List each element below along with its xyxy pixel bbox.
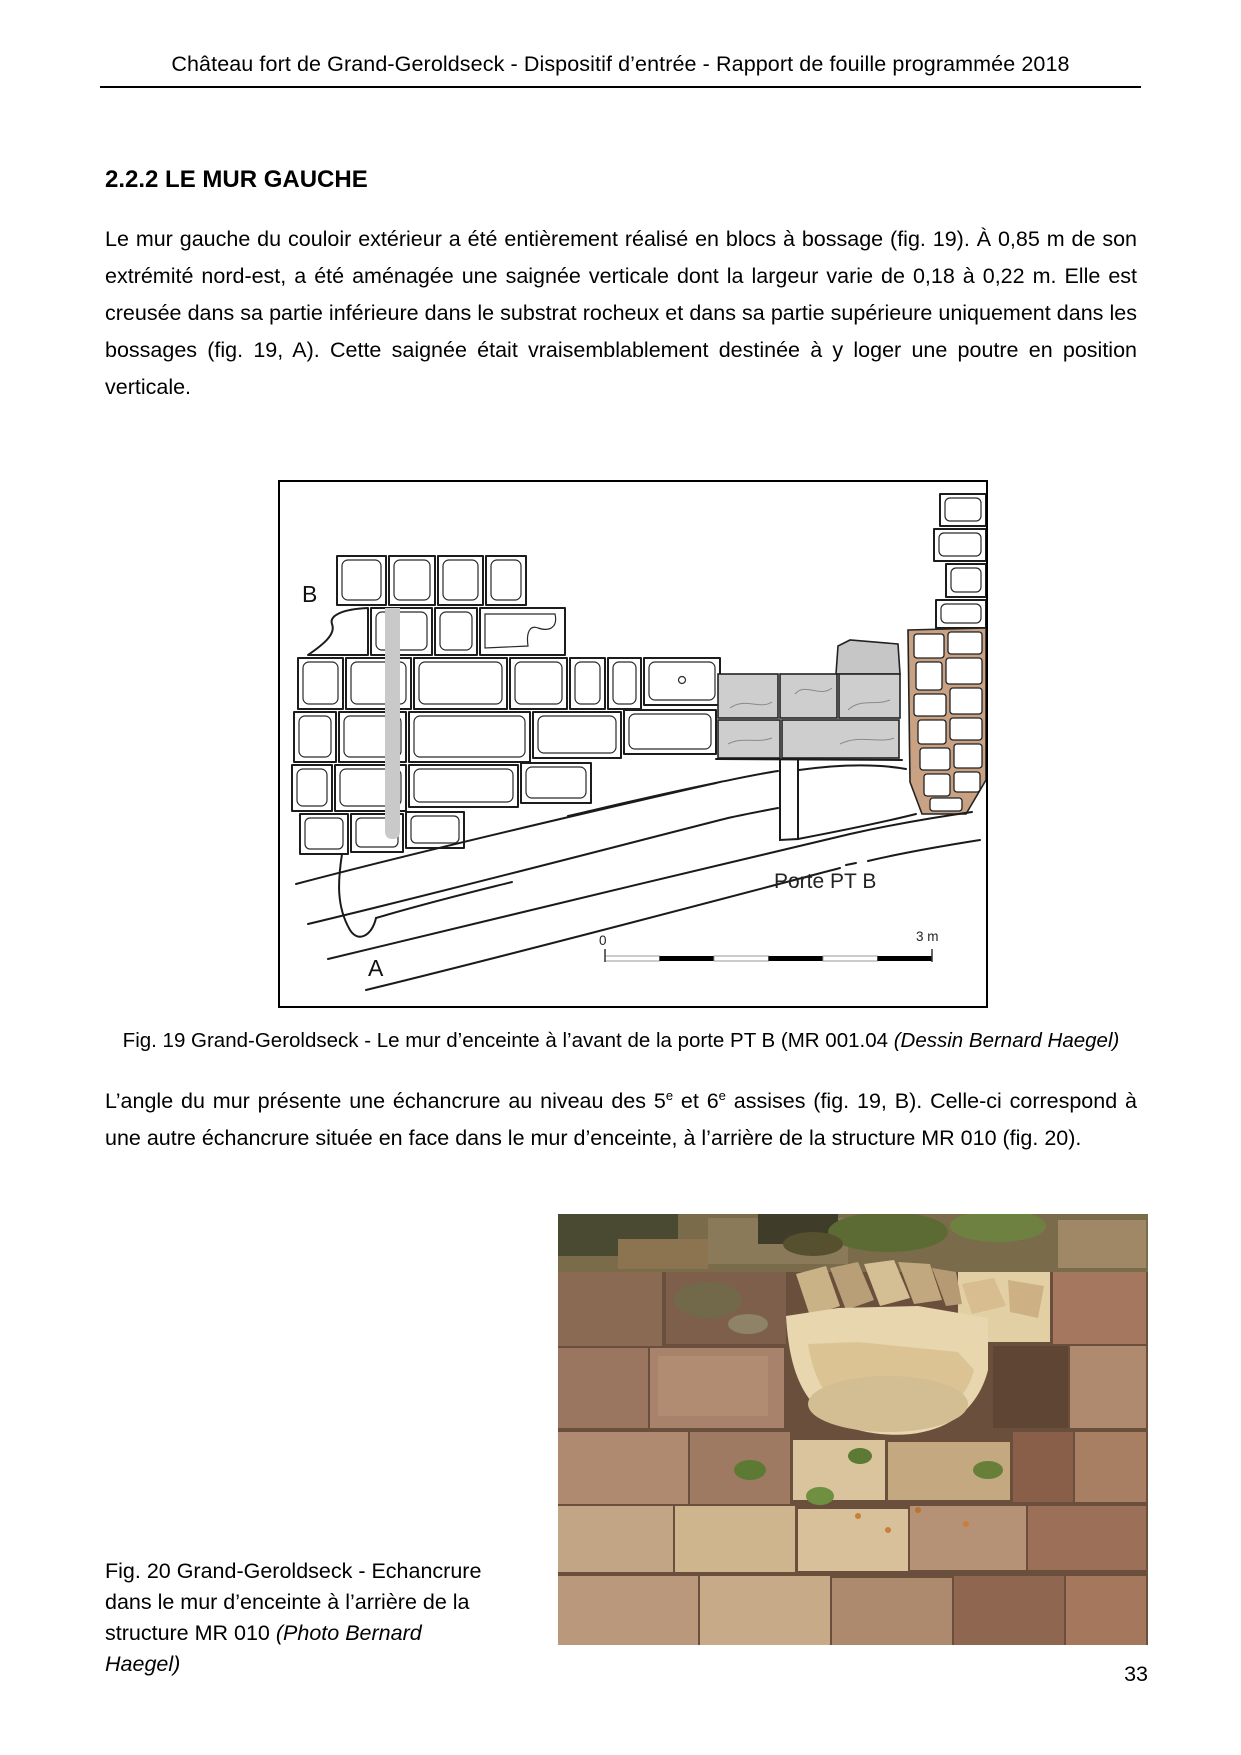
ordinal-superscript: e <box>665 1087 674 1103</box>
paragraph-2-text: et 6 <box>673 1089 719 1113</box>
figure19-frame <box>278 480 988 1008</box>
rubble-pier <box>908 628 986 814</box>
paragraph-2 <box>105 1083 1137 1157</box>
paragraph-2-text: L’angle du mur présente une échancrure au niveau des 5 <box>105 1089 666 1113</box>
scale-zero-label: 0 <box>599 933 607 948</box>
header-rule <box>100 86 1141 88</box>
figure19-caption <box>105 1029 1137 1053</box>
photo-notch <box>786 1306 988 1435</box>
figure19-porte-label: Porte PT B <box>774 870 877 893</box>
figure20-photo <box>558 1214 1148 1645</box>
paragraph-1: Le mur gauche du couloir extérieur a été entièrement réalisé en blocs à bossage (fig. 19). À 0,85 m de son extrémité nord-est, a été aménagée une saignée verticale dont la largeur varie de 0,18 à 0,22 m. Elle est creusée dans sa partie inférieure dans le substrat rocheux et dans sa partie supérieure uniquement dans les bossages (fig. 19, A). Cette saignée était vraisemblablement destinée à y loger une poutre en position verticale. <box>105 227 1137 399</box>
figure19-caption-credit: (Dessin Bernard Haegel) <box>893 1029 1120 1052</box>
figure19-label-a: A <box>368 955 384 981</box>
scale-three-label: 3 m <box>916 929 939 944</box>
figure20-caption <box>105 1556 487 1680</box>
figure19-caption-text: Fig. 19 Grand-Geroldseck - Le mur d’enceinte à l’avant de la porte PT B (MR 001.04 <box>122 1029 894 1052</box>
figure19-label-b: B <box>302 581 318 607</box>
paragraph-2-text: assises (fig. 19, B). Celle-ci correspond à une autre échancrure située en face dans le mur d’enceinte, à l’arrière de la structure MR 010 (fig. 20). <box>105 1089 1137 1150</box>
saignee-groove <box>385 608 400 839</box>
figure20-photo-graphic <box>558 1214 1148 1645</box>
ordinal-superscript: e <box>718 1087 726 1103</box>
page-number: 33 <box>1124 1662 1148 1686</box>
scale-bar <box>599 929 939 962</box>
running-header: Château fort de Grand-Geroldseck - Dispositif d’entrée - Rapport de fouille programmée 2018 <box>171 52 1070 76</box>
section-heading: 2.2.2 LE MUR GAUCHE <box>105 166 368 193</box>
figure19-drawing <box>280 482 986 1006</box>
figure20-caption-text: Fig. 20 Grand-Geroldseck - Echancrure dans le mur d’enceinte à l’arrière de la structure MR 010 <box>105 1559 482 1645</box>
figure20-caption-credit: (Photo Bernard Haegel) <box>105 1621 422 1676</box>
